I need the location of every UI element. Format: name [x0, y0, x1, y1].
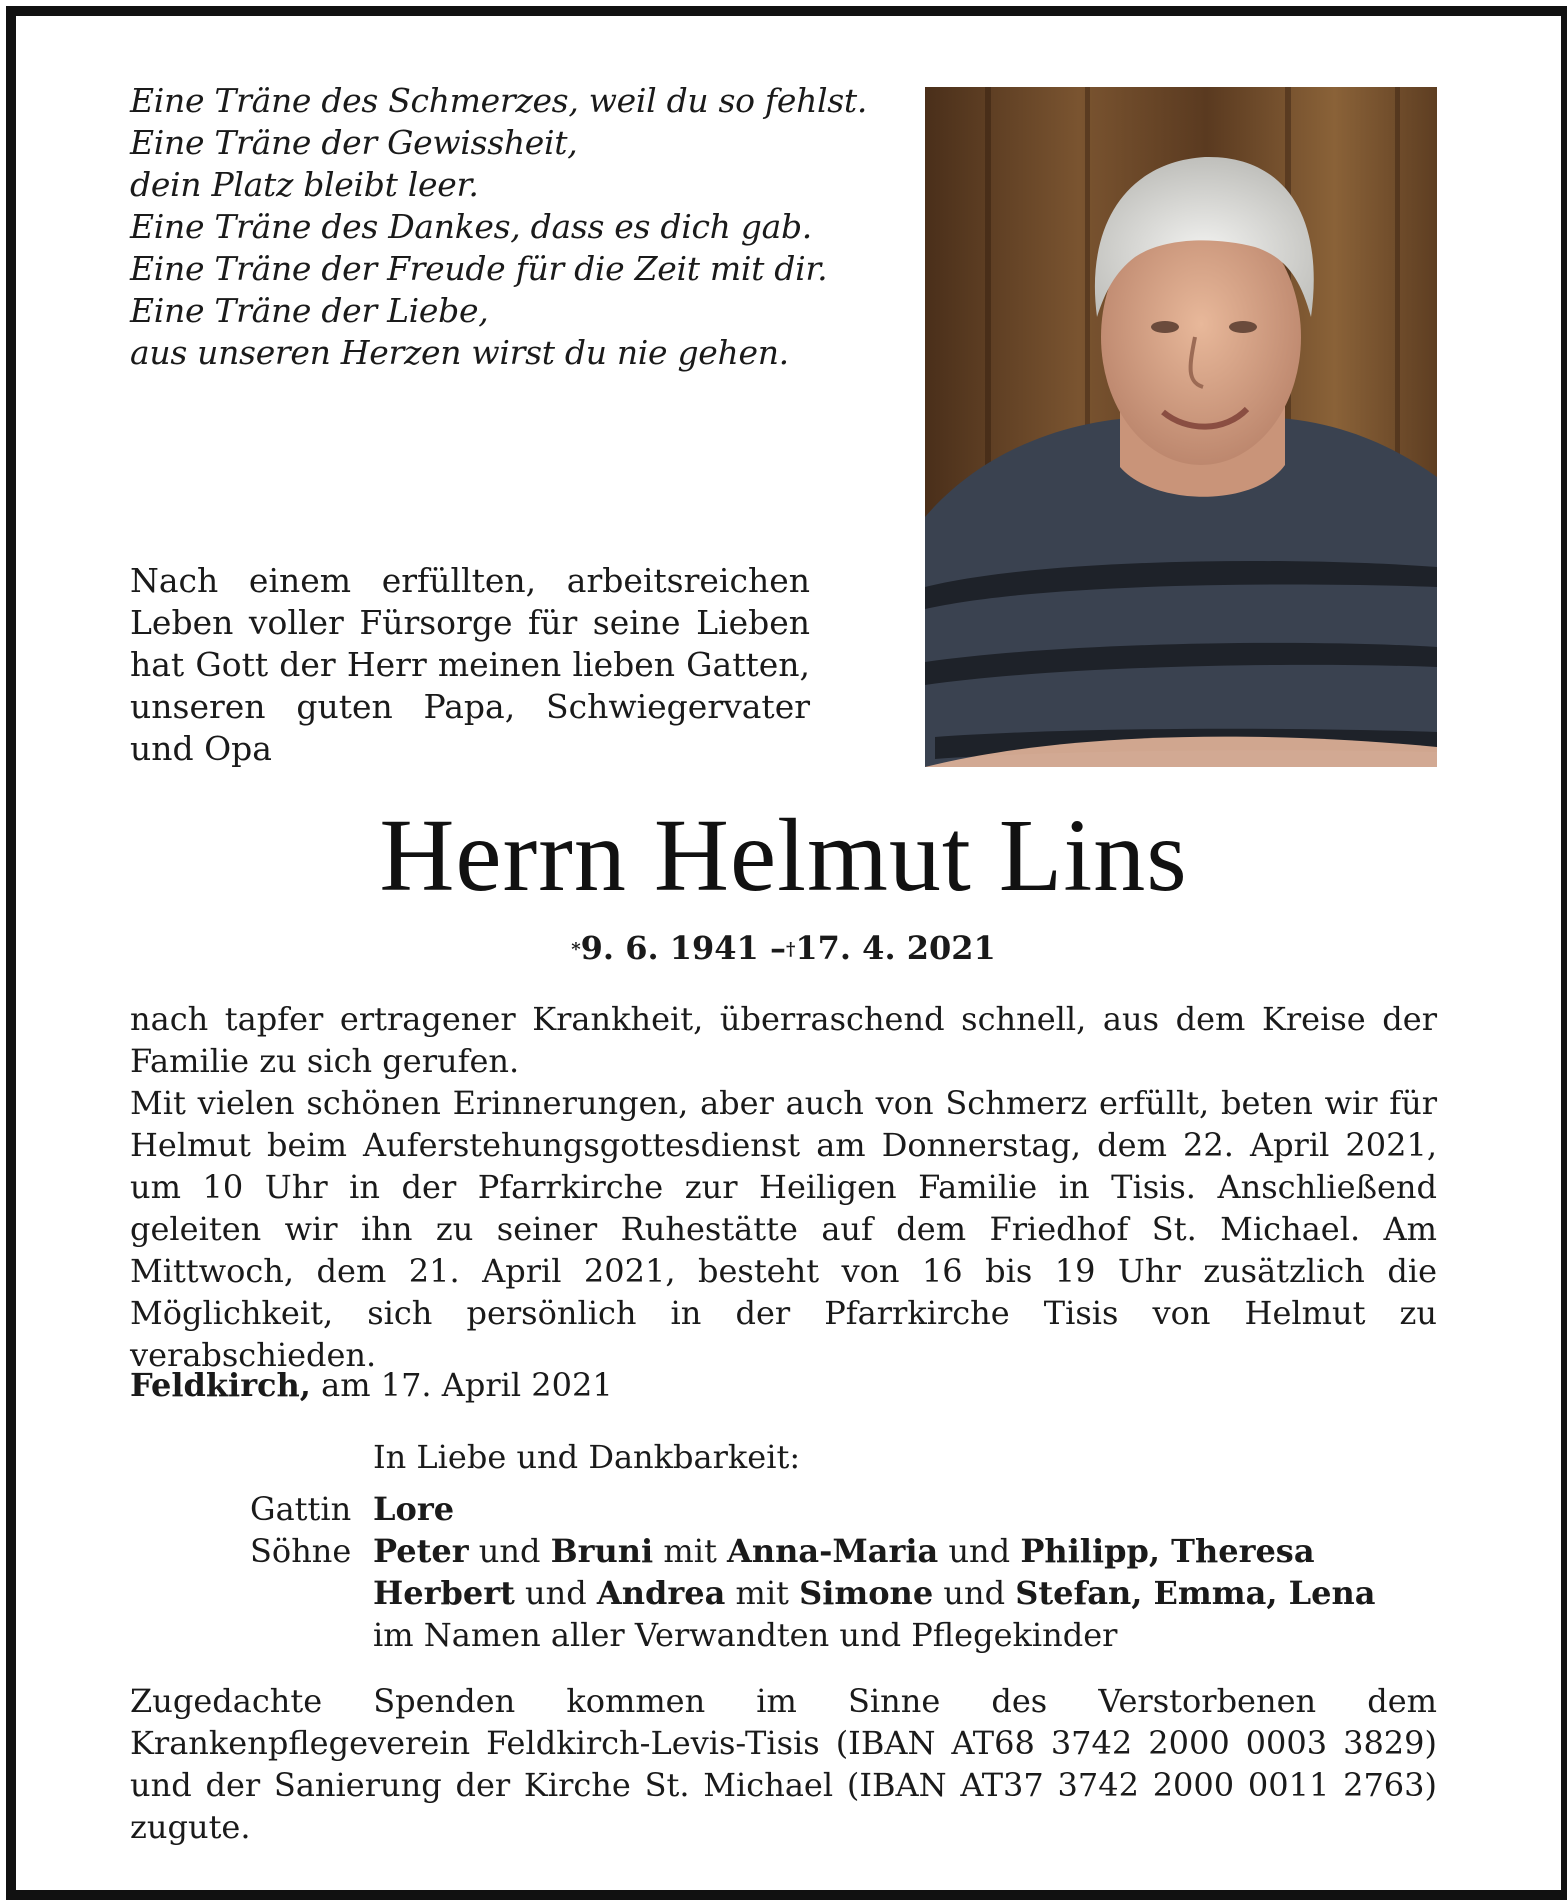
intro-line: Leben voller Fürsorge für seine Lieben: [130, 603, 810, 642]
place-date: [130, 1364, 613, 1406]
poem: [130, 80, 890, 374]
family-row: [250, 1530, 1440, 1656]
place-date-text: am 17. April 2021: [310, 1366, 613, 1404]
notice-body: [130, 998, 1437, 1376]
family-name: Peter: [373, 1532, 469, 1570]
family-label: Gattin: [250, 1490, 352, 1528]
death-symbol: †: [785, 939, 796, 960]
family-row: [250, 1488, 1440, 1530]
family-name: Bruni: [550, 1532, 654, 1570]
family-connector: mit: [653, 1532, 727, 1570]
thanks-line: In Liebe und Dankbarkeit:: [373, 1438, 801, 1476]
poem-line: dein Platz bleibt leer.: [130, 165, 479, 204]
family-name: Lore: [373, 1490, 455, 1528]
family-list: [250, 1488, 1440, 1656]
donation-note: Zugedachte Spenden kommen im Sinne des Verstorbenen dem Krankenpflegeverein Feldkirch-Levis-Tisis (IBAN AT68 3742 2000 0003 3829) und der Sanierung der Kirche St. Michael (IBAN AT37 3742 2000 0011 2763) zugute.: [130, 1682, 1437, 1846]
birth-date: 9. 6. 1941 –: [580, 929, 786, 967]
family-name: Herbert: [373, 1574, 515, 1612]
intro-text: [130, 560, 810, 770]
intro-line: unseren guten Papa, Schwiegervater: [130, 687, 810, 726]
deceased-name: Herrn Helmut Lins: [379, 798, 1188, 913]
portrait-photo: [925, 87, 1437, 767]
portrait-illustration: [925, 87, 1437, 767]
poem-line: Eine Träne der Gewissheit,: [130, 123, 578, 162]
poem-line: Eine Träne des Schmerzes, weil du so fehlst.: [130, 81, 868, 120]
poem-line: Eine Träne der Freude für die Zeit mit dir.: [130, 249, 828, 288]
intro-line: Nach einem erfüllten, arbeitsreichen: [130, 561, 810, 600]
family-line: im Namen aller Verwandten und Pflegekinder: [373, 1616, 1118, 1654]
intro-line: hat Gott der Herr meinen lieben Gatten,: [130, 645, 810, 684]
poem-line: Eine Träne der Liebe,: [130, 291, 489, 330]
life-dates: [0, 928, 1567, 968]
family-name: Philipp, Theresa: [1020, 1532, 1315, 1570]
poem-line: Eine Träne des Dankes, dass es dich gab.: [130, 207, 812, 246]
family-line: [373, 1572, 1440, 1614]
family-connector: und: [514, 1574, 597, 1612]
family-name: Andrea: [596, 1574, 726, 1612]
family-name: Anna-Maria: [726, 1532, 939, 1570]
family-name: Simone: [799, 1574, 934, 1612]
family-connector: und: [468, 1532, 551, 1570]
family-connector: und: [933, 1574, 1016, 1612]
family-name: Stefan, Emma, Lena: [1015, 1574, 1376, 1612]
family-line: [373, 1530, 1440, 1572]
body-paragraph: Mit vielen schönen Erinnerungen, aber auch von Schmerz erfüllt, beten wir für Helmut beim Auferstehungsgottesdienst am Donnerstag, dem 22. April 2021, um 10 Uhr in der Pfarrkirche zur Heiligen Familie in Tisis. Anschließend geleiten wir ihn zu seiner Ruhestätte auf dem Friedhof St. Michael. Am Mittwoch, dem 21. April 2021, besteht von 16 bis 19 Uhr zusätzlich die Möglichkeit, sich persönlich in der Pfarrkirche Tisis von Helmut zu verabschieden.: [130, 1084, 1437, 1374]
family-connector: mit: [725, 1574, 800, 1612]
death-date: 17. 4. 2021: [795, 929, 996, 967]
birth-symbol: *: [571, 939, 581, 960]
family-label: Söhne: [250, 1532, 352, 1570]
poem-line: aus unseren Herzen wirst du nie gehen.: [130, 333, 789, 372]
body-paragraph: nach tapfer ertragener Krankheit, überraschend schnell, aus dem Kreise der Familie zu sich gerufen.: [130, 1000, 1437, 1080]
place-city: Feldkirch,: [130, 1366, 311, 1404]
family-connector: und: [938, 1532, 1021, 1570]
intro-line: und Opa: [130, 729, 272, 768]
